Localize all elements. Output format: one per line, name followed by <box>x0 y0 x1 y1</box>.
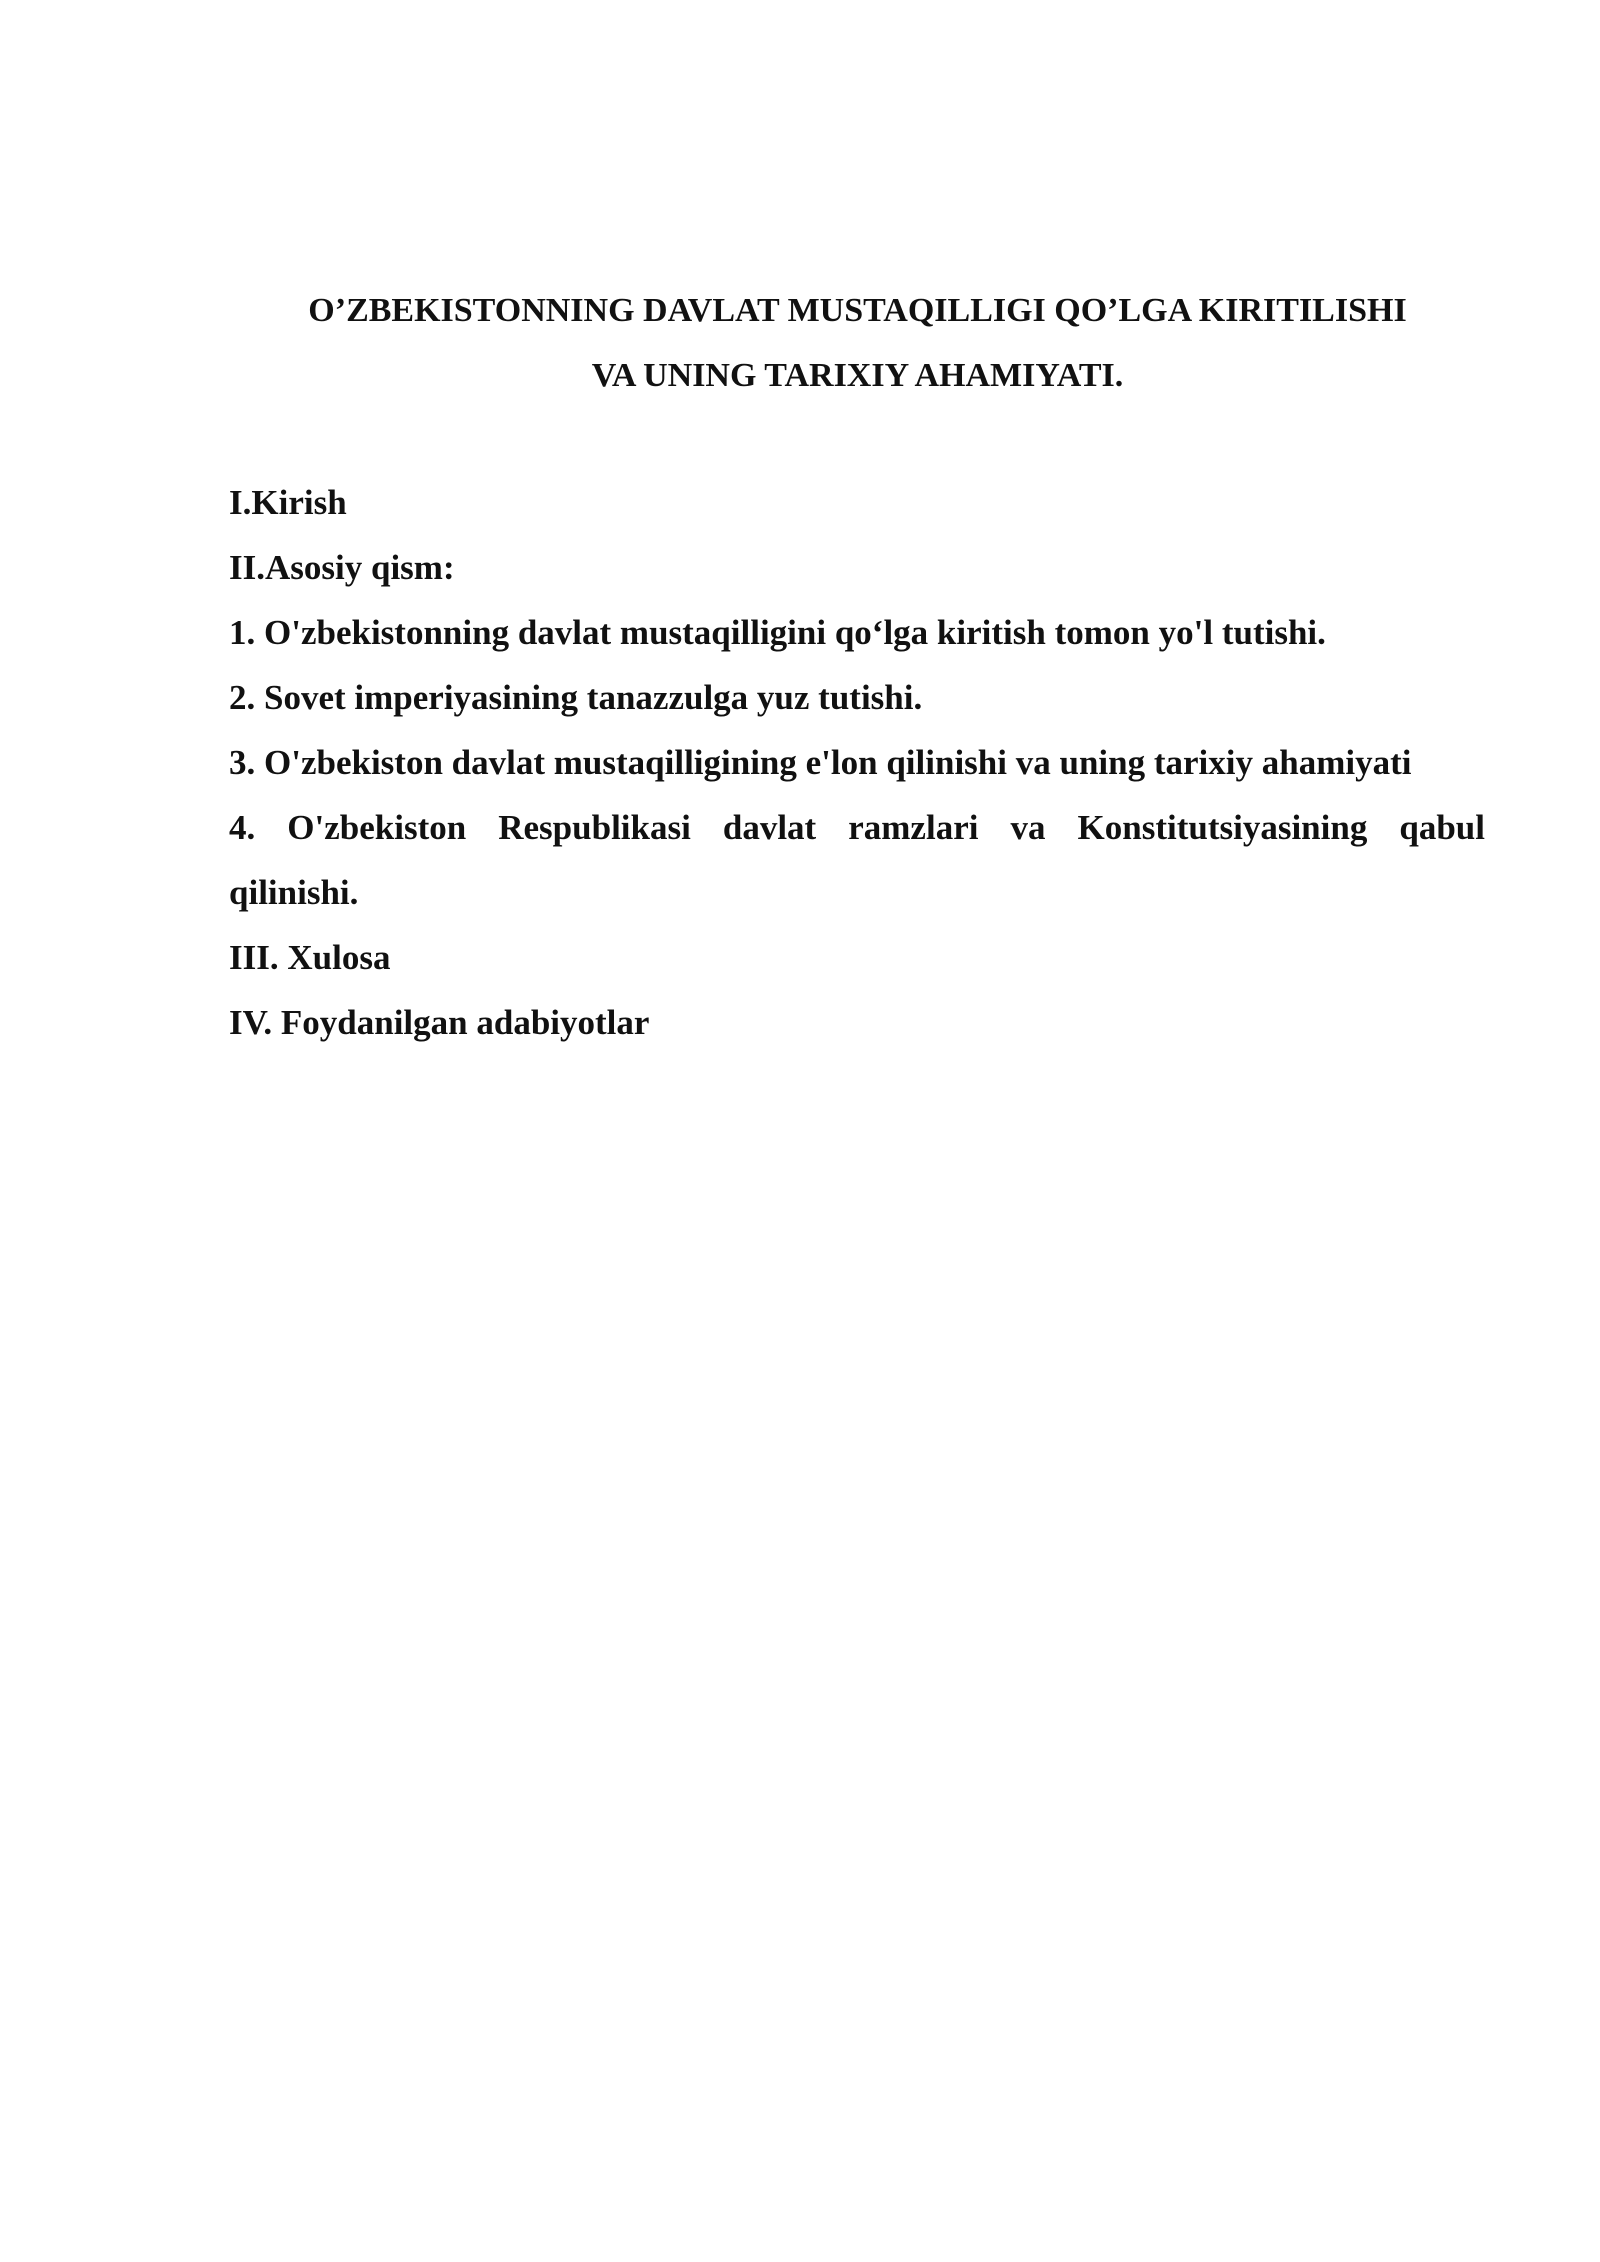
toc-item-2: 2. Sovet imperiyasining tanazzulga yuz tutishi. <box>229 678 923 717</box>
document-title <box>230 278 1485 408</box>
title-line-1: O’ZBEKISTONNING DAVLAT MUSTAQILLIGI QO’LGA KIRITILISHI <box>308 292 1407 329</box>
toc-references: IV. Foydanilgan adabiyotlar <box>229 1003 650 1042</box>
toc-conclusion: III. Xulosa <box>229 938 391 977</box>
toc-item-4-line-2: qilinishi. <box>229 873 359 912</box>
toc-main-part: II.Asosiy qism: <box>229 548 455 587</box>
toc-item-1: 1. O'zbekistonning davlat mustaqilligini qo‘lga kiritish tomon yo'l tutishi. <box>229 613 1326 652</box>
toc-item-4-line-1: 4. O'zbekiston Respublikasi davlat ramzlari va Konstitutsiyasining qabul <box>229 808 1485 847</box>
title-line-2: VA UNING TARIXIY AHAMIYATI. <box>591 357 1124 394</box>
toc-intro: I.Kirish <box>229 483 347 522</box>
table-of-contents <box>229 470 1485 1055</box>
toc-item-3: 3. O'zbekiston davlat mustaqilligining e'lon qilinishi va uning tarixiy ahamiyati <box>229 743 1412 782</box>
